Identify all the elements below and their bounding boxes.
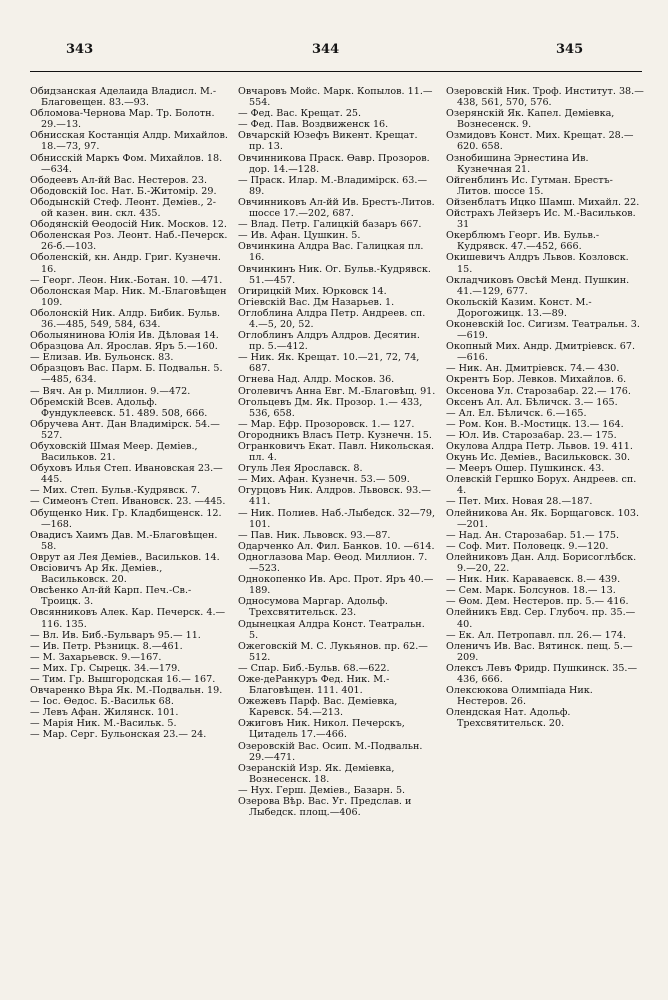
directory-entry: Однокопенко Ив. Арс. Прот. Яръ 40.—189. (238, 574, 434, 597)
directory-entry: — Георг. Леон. Ник.-Ботан. 10. —471. (30, 274, 223, 286)
directory-entry: Оболонскій Ник. Алдр. Бибик. Бульв. 36.—485, 549, 584, 634. (30, 307, 221, 330)
directory-entry: Ознобишина Эрнестина Ив. Кузнечная 21. (446, 152, 589, 175)
directory-entry: Обручева Ант. Дан Владимірск. 54.—527. (30, 418, 220, 441)
directory-entry: Оленичъ Ив. Вас. Вятинск. пещ. 5.—209. (446, 640, 633, 663)
directory-entry: Огнева Над. Алдр. Москов. 36. (238, 374, 395, 386)
directory-entry: — Влад. Петр. Галицкій базаръ 667. (238, 219, 422, 231)
directory-entry: Ободынскій Стеф. Леонт. Деміев., 2-ой казен. вин. скл. 435. (30, 196, 217, 220)
directory-entry: — Ник. Ан. Дмитріевск. 74.— 430. (446, 363, 620, 375)
page-header (30, 42, 642, 72)
directory-entry: Образцова Ал. Ярослав. Яръ 5.—160. (30, 341, 218, 353)
directory-entry: — Ром. Кон. В.-Мостицк. 13.— 164. (446, 418, 624, 430)
directory-entry: — Левъ Афан. Жилянск. 101. (30, 707, 179, 719)
directory-entry: Обломова-Чернова Мар. Тр. Болотн. 29.—13. (30, 108, 215, 131)
directory-entry: — Пет. Мих. Новая 28.—187. (446, 496, 593, 508)
directory-entry: Овадисъ Хаимъ Дав. М.-Благовѣщен. 58. (30, 529, 218, 552)
directory-entry: — Ал. Ел. Бѣличск. 6.—165. (446, 407, 587, 419)
directory-entry: Озеровскій Ник. Троф. Институт. 38.—438, 561, 570, 576. (446, 86, 644, 109)
directory-entry: — Марія Ник. М.-Васильк. 5. (30, 718, 177, 730)
directory-entry: Образцовъ Вас. Парм. Б. Подвальн. 5.—485, 634. (30, 363, 223, 386)
directory-entry: Обущенко Ник. Гр. Кладбищенск. 12.—168. (30, 507, 222, 530)
directory-entry: Окрентъ Бор. Левков. Михайлов. 6. (446, 374, 627, 386)
directory-entry: Овсіовичъ Ар Як. Деміев., Васильковск. 20. (30, 563, 163, 586)
directory-entry: Оболонская Мар. Ник. М.-Благовѣщен 109. (30, 285, 227, 308)
directory-entry: — Над. Ан. Староза6ар. 51.— 175. (446, 529, 620, 541)
directory-entry: — Мар. Серг. Бульонская 23.— 24. (30, 729, 207, 741)
directory-entry: — Ѳом. Дем. Нестеров. пр. 5.— 416. (446, 596, 629, 608)
directory-entry: Огіевскій Вас. Дм Назарьев. 1. (238, 296, 395, 308)
directory-entry: — Ек. Ал. Петропавл. пл. 26.— 174. (446, 629, 627, 641)
directory-entry: Оврут ая Лея Деміев., Васильков. 14. (30, 551, 220, 563)
directory-entry: Одноглазова Мар. Ѳеод. Миллион. 7.—523. (238, 551, 428, 575)
directory-entry: Огурцовъ Ник. Алдров. Львовск. 93.—411. (238, 485, 431, 508)
directory-entry: Ожежевъ Парф. Вас. Деміевка, Каревск. 54.—213. (238, 696, 398, 719)
directory-entry: — Елизав. Ив. Бульонск. 83. (30, 352, 174, 364)
directory-entry: — Фед. Пав. Воздвиженск 16. (238, 119, 389, 131)
directory-entry: Огуль Лея Ярославск. 8. (238, 463, 363, 475)
directory-entry: Озеровскій Вас. Осип. М.-Подвальн. 29.—471. (238, 740, 423, 763)
directory-entry: Овчинкина Алдра Вас. Галицкая пл. 16. (238, 241, 424, 264)
directory-entry: Олевскій Гершко Борух. Андреев. сп. 4. (446, 474, 637, 497)
directory-entry: — Ив. Афан. Цушкин. 5. (238, 230, 361, 242)
column-center (238, 86, 436, 982)
directory-entry: — Соф. Мит. Половецк. 9.—120. (446, 540, 609, 552)
directory-entry: Овсянниковъ Алек. Кар. Печерск. 4.—116. 135. (30, 607, 226, 630)
directory-entry: Обремскій Всев. Адольф. Фундуклеевск. 51. 489. 508, 666. (30, 396, 208, 419)
directory-entry: Односумова Маргар. Адольф. Трехсвятительск. 23. (238, 596, 388, 619)
directory-entry: Окольскій Казим. Конст. М.-Дорогожицк. 13.—89. (446, 296, 592, 319)
column-right (446, 86, 644, 982)
column-left (30, 86, 228, 982)
directory-entry: — Мих. Афан. Кузнечн. 53.— 509. (238, 474, 410, 486)
directory-entry: Окулова Алдра Петр. Львов. 19. 411. (446, 441, 633, 452)
directory-entry: Олейникова Ан. Як. Борщаговск. 103.—201. (446, 507, 640, 530)
directory-entry: Окерблюмъ Георг. Ив. Бульв.-Кудрявск. 47.—452, 666. (446, 230, 600, 253)
directory-entry: — Ник. Полиев. Наб.-Лыбедск. 32—79, 101. (238, 507, 435, 530)
directory-entry: Окишевичъ Алдръ Львов. Козловск. 15. (446, 252, 629, 275)
directory-entry: Олендская Нат. Адольф. Трехсвятительск. 20. (446, 707, 571, 730)
directory-entry: Обнисская Костанція Алдр. Михайлов. 18.—73, 97. (30, 130, 228, 153)
directory-entry: Озерянскій Як. Капел. Деміевка, Вознесенск. 9. (446, 108, 615, 131)
directory-entry: Оголевичъ Анна Евг. М.-Благовѣщ. 91. (238, 385, 436, 397)
page-number-center: 344 (312, 42, 340, 57)
directory-entry: Овчинкинъ Ник. Ог. Бульв.-Кудрявск. 51.—457. (238, 263, 431, 286)
directory-entry: — Юл. Ив. Староза6ар. 23.— 175. (446, 429, 617, 441)
directory-entry: Ойгенблинъ Ис. Гутман. Брестъ-Литов. шоссе 15. (446, 174, 613, 197)
directory-entry: Оконевскій Іос. Сигизм. Театральн. 3.—619. (446, 318, 640, 342)
directory-entry: Олексъ Левъ Фридр. Пушкинск. 35.—436, 666. (446, 662, 638, 685)
directory-entry: Олексюкова Олимпіада Ник. Нестеров. 26. (446, 685, 593, 708)
directory-entry: — Ив. Петр. Рѣзницк. 8.—461. (30, 640, 183, 652)
directory-entry: Овчаренко Вѣра Як. М.-Подвальн. 19. (30, 685, 223, 697)
directory-entry: — Мееръ Ошер. Пушкинск. 43. (446, 463, 605, 475)
directory-entry: Одынецкая Алдра Конст. Театральн. 5. (238, 618, 425, 641)
directory-entry: Огородникъ Власъ Петр. Кузнечн. 15. (238, 429, 432, 441)
directory-entry: Оже-деРанкуръ Фед. Ник. М.-Благовѣщен. 111. 401. (238, 673, 390, 697)
directory-entry: — М. Захарьевск. 9.—167. (30, 651, 162, 663)
directory-entry: — Ник. Як. Крещат. 10.—21, 72, 74, 687. (238, 352, 420, 375)
directory-entry: Обуховъ Илья Степ. Ивановская 23.—445. (30, 463, 223, 486)
page-number-right: 345 (556, 42, 584, 57)
directory-entry: Овсѣенко Ал-йй Карп. Печ.-Св.-Троицк. 3. (30, 585, 192, 608)
directory-entry: Оксенова Ул. Староза6ар. 22.— 176. (446, 385, 631, 397)
directory-entry: Обнисскій Маркъ Фом. Михайлов. 18.—634. (30, 152, 223, 175)
directory-entry: Овчинниковъ Ал-йй Ив. Брестъ-Литов. шоссе 17.—202, 687. (238, 196, 435, 220)
directory-entry: — Тим. Гр. Вышгородская 16.— 167. (30, 673, 216, 685)
directory-entry: — Сем. Марк. Болсунов. 18.— 13. (446, 585, 616, 597)
directory-entry: — Вл. Ив. Биб.-Бульваръ 95.— 11. (30, 629, 201, 641)
directory-entry: Огольцевъ Дм. Як. Прозор. 1.— 433, 536, 658. (238, 396, 423, 419)
directory-entry: Оглоблина Алдра Петр. Андреев. сп. 4.—5, 20, 52. (238, 307, 426, 330)
page-number-left: 343 (66, 42, 94, 57)
directory-entry: Ободовскій Іос. Нат. Б.-Житомір. 29. (30, 185, 217, 197)
directory-entry: Овчаровъ Мойс. Марк. Копылов. 11.—554. (238, 86, 433, 109)
directory-entry: Олейниковъ Дан. Алд. Борисоглѣбск. 9.—20, 22. (446, 551, 637, 575)
directory-entry: Оболенская Роз. Леонт. Наб.-Печерск. 26-б.—103. (30, 230, 228, 253)
directory-entry: — Праск. Илар. М.-Владимірск. 63.—89. (238, 174, 428, 197)
entry-columns (30, 86, 644, 982)
directory-entry: Ожеговскій М. С. Лукьянов. пр. 62.—512. (238, 640, 428, 663)
directory-entry: — Нух. Герш. Деміев., Базарн. 5. (238, 784, 406, 796)
directory-entry: Ойстрахъ Лейзеръ Ис. М.-Васильков. 31 (446, 208, 636, 231)
directory-entry: Окопный Мих. Андр. Дмитріевск. 67.—616. (446, 341, 636, 364)
directory-entry: — Ник. Ник. Караваевск. 8.— 439. (446, 574, 621, 586)
directory-entry: — Вяч. Ан р. Миллион. 9.—472. (30, 385, 191, 397)
directory-entry: Оглоблинъ Алдръ Алдров. Десятин. пр. 5.—412. (238, 330, 420, 353)
directory-entry: Обидзанская Аделаида Владисл. М.-Благовещен. 83.—93. (30, 86, 217, 109)
directory-entry: Овчинникова Праск. Ѳавр. Прозоров. дор. 14.—128. (238, 152, 430, 175)
directory-entry: Окунь Ис. Деміев., Васильковск. 30. (446, 452, 631, 464)
directory-entry: — Мих. Гр. Сырецк. 34.—179. (30, 662, 181, 674)
directory-entry: Оболыянинова Юлія Ив. Дѣловая 14. (30, 330, 219, 342)
directory-entry: Овчарскій Юзефъ Викент. Крещат. пр. 13. (238, 130, 418, 153)
directory-entry: Олейникъ Евд. Сер. Глубоч. пр. 35.—40. (446, 607, 636, 630)
directory-entry: Ободянскій Ѳеодосій Ник. Москов. 12. (30, 219, 227, 231)
directory-entry: — Пав. Ник. Львовск. 93.—87. (238, 529, 391, 541)
header-rule (30, 71, 642, 72)
directory-entry: Озерова Вѣр. Вас. Уг. Предслав. и Лыбедск. площ.—406. (238, 796, 412, 819)
directory-entry: Окладчиковъ Овсѣй Менд. Пушкин. 41.—129, 677. (446, 274, 630, 297)
directory-entry: Оболенскій, кн. Андр. Григ. Кузнечн. 16. (30, 252, 221, 275)
directory-entry: Одарченко Ал. Фил. Банков. 10. —614. (238, 540, 435, 552)
directory-entry: Огирицкій Мих. Юрковск 14. (238, 285, 387, 297)
directory-entry: — Спар. Биб.-Бульв. 68.—622. (238, 662, 390, 674)
directory-entry: — Іос. Ѳедос. Б.-Васильк 68. (30, 696, 174, 708)
directory-entry: Озмидовъ Конст. Мих. Крещат. 28.—620. 658. (446, 130, 634, 153)
directory-entry: — Мар. Ефр. Прозоровск. 1.— 127. (238, 418, 415, 430)
directory-entry: Озеранскій Изр. Як. Деміевка, Вознесенск. 18. (238, 762, 395, 785)
directory-entry: — Симеонъ Степ. Ивановск. 23. —445. (30, 496, 226, 508)
directory-entry: Огранковичъ Екат. Павл. Никольская. пл. 4. (238, 441, 435, 464)
directory-entry: Оксенъ Ал. Ал. Бѣличск. 3.— 165. (446, 396, 618, 408)
directory-entry: Ожиговъ Ник. Никол. Печерскъ, Цитадель 17.—466. (238, 718, 405, 741)
directory-entry: — Фед. Вас. Крещат. 25. (238, 108, 362, 120)
directory-entry: — Мих. Степ. Бульв.-Кудрявск. 7. (30, 485, 201, 497)
directory-entry: Обуховскій Шмая Меер. Деміев., Васильков. 21. (30, 441, 198, 464)
directory-entry: Ободеевъ Ал-йй Вас. Нестеров. 23. (30, 174, 207, 186)
directory-entry: Ойзенблатъ Ицко Шамш. Михайл. 22. (446, 196, 640, 208)
